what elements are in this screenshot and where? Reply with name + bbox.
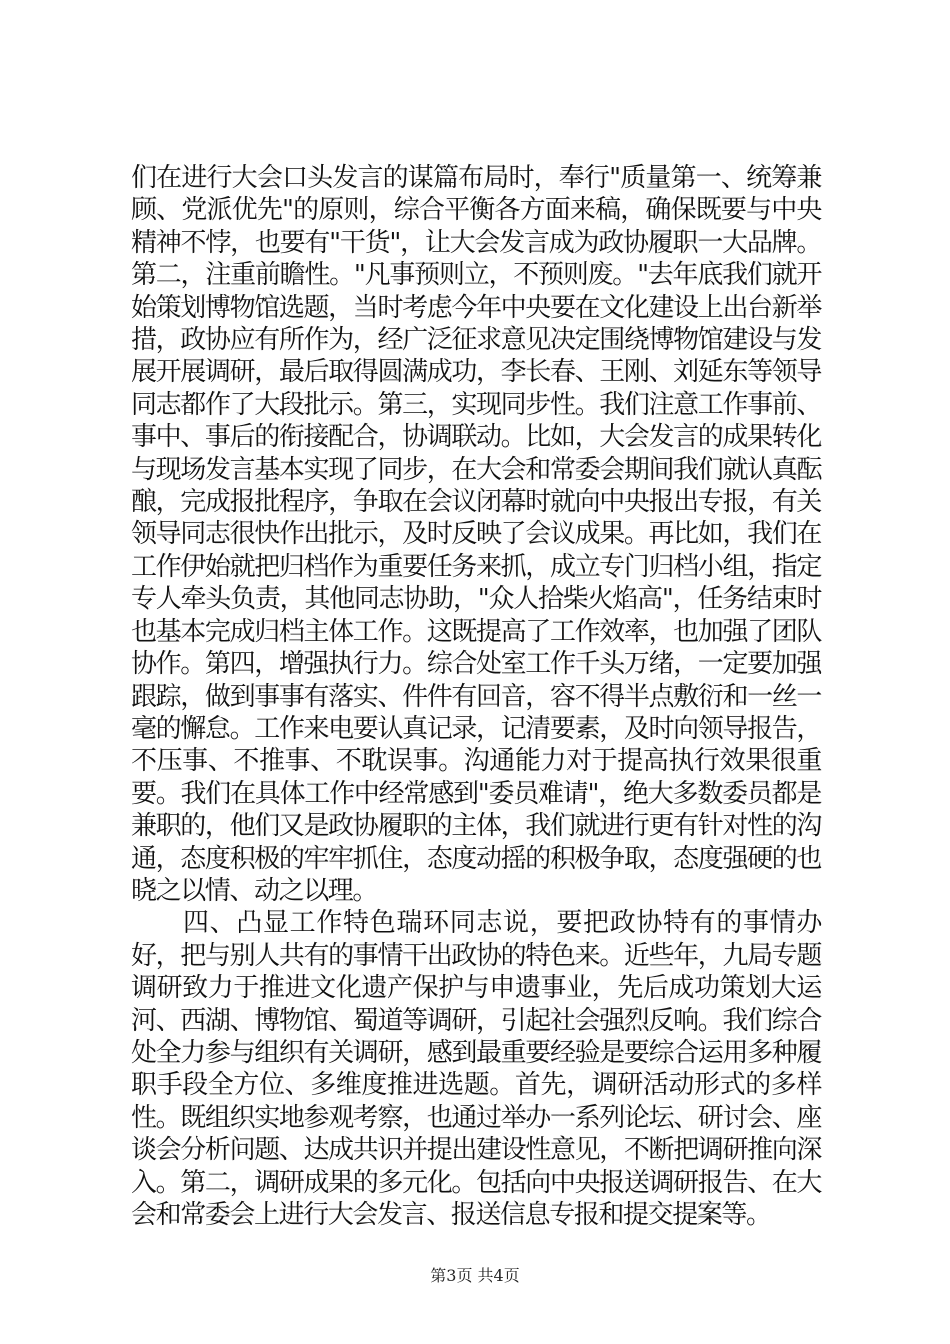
document-body xyxy=(131,162,821,1231)
paragraph-2: 四、凸显工作特色瑞环同志说，要把政协特有的事情办好，把与别人共有的事情干出政协的特色来。近些年，九局专题调研致力于推进文化遗产保护与申遗事业，先后成功策划大运河、西湖、博物馆、蜀道等调研，引起社会强烈反响。我们综合处全力参与组织有关调研，感到最重要经验是要综合运用多种履职手段全方位、多维度推进选题。首先，调研活动形式的多样性。既组织实地参观考察，也通过举办一系列论坛、研讨会、座谈会分析问题、达成共识并提出建设性意见，不断把调研推向深入。第二，调研成果的多元化。包括向中央报送调研报告、在大会和常委会上进行大会发言、报送信息专报和提交提案等。 xyxy=(131,908,821,1230)
paragraph-1: 们在进行大会口头发言的谋篇布局时，奉行"质量第一、统筹兼顾、党派优先"的原则，综合平衡各方面来稿，确保既要与中央精神不悖，也要有"干货"，让大会发言成为政协履职一大品牌。第二，注重前瞻性。"凡事预则立，不预则废。"去年底我们就开始策划博物馆选题，当时考虑今年中央要在文化建设上出台新举措，政协应有所作为，经广泛征求意见决定围绕博物馆建设与发展开展调研，最后取得圆满成功，李长春、王刚、刘延东等领导同志都作了大段批示。第三，实现同步性。我们注意工作事前、事中、事后的衔接配合，协调联动。比如，大会发言的成果转化与现场发言基本实现了同步，在大会和常委会期间我们就认真酝酿，完成报批程序，争取在会议闭幕时就向中央报出专报，有关领导同志很快作出批示，及时反映了会议成果。再比如，我们在工作伊始就把归档作为重要任务来抓，成立专门归档小组，指定专人牵头负责，其他同志协助，"众人拾柴火焰高"，任务结束时也基本完成归档主体工作。这既提高了工作效率，也加强了团队协作。第四，增强执行力。综合处室工作千头万绪，一定要加强跟踪，做到事事有落实、件件有回音，容不得半点敷衍和一丝一毫的懈怠。工作来电要认真记录，记清要素，及时向领导报告，不压事、不推事、不耽误事。沟通能力对于提高执行效果很重要。我们在具体工作中经常感到"委员难请"，绝大多数委员都是兼职的，他们又是政协履职的主体，我们就进行更有针对性的沟通，态度积极的牢牢抓住，态度动摇的积极争取，态度强硬的也晓之以情、动之以理。 xyxy=(131,163,821,906)
page-number-footer: 第3页 共4页 xyxy=(430,1266,520,1285)
